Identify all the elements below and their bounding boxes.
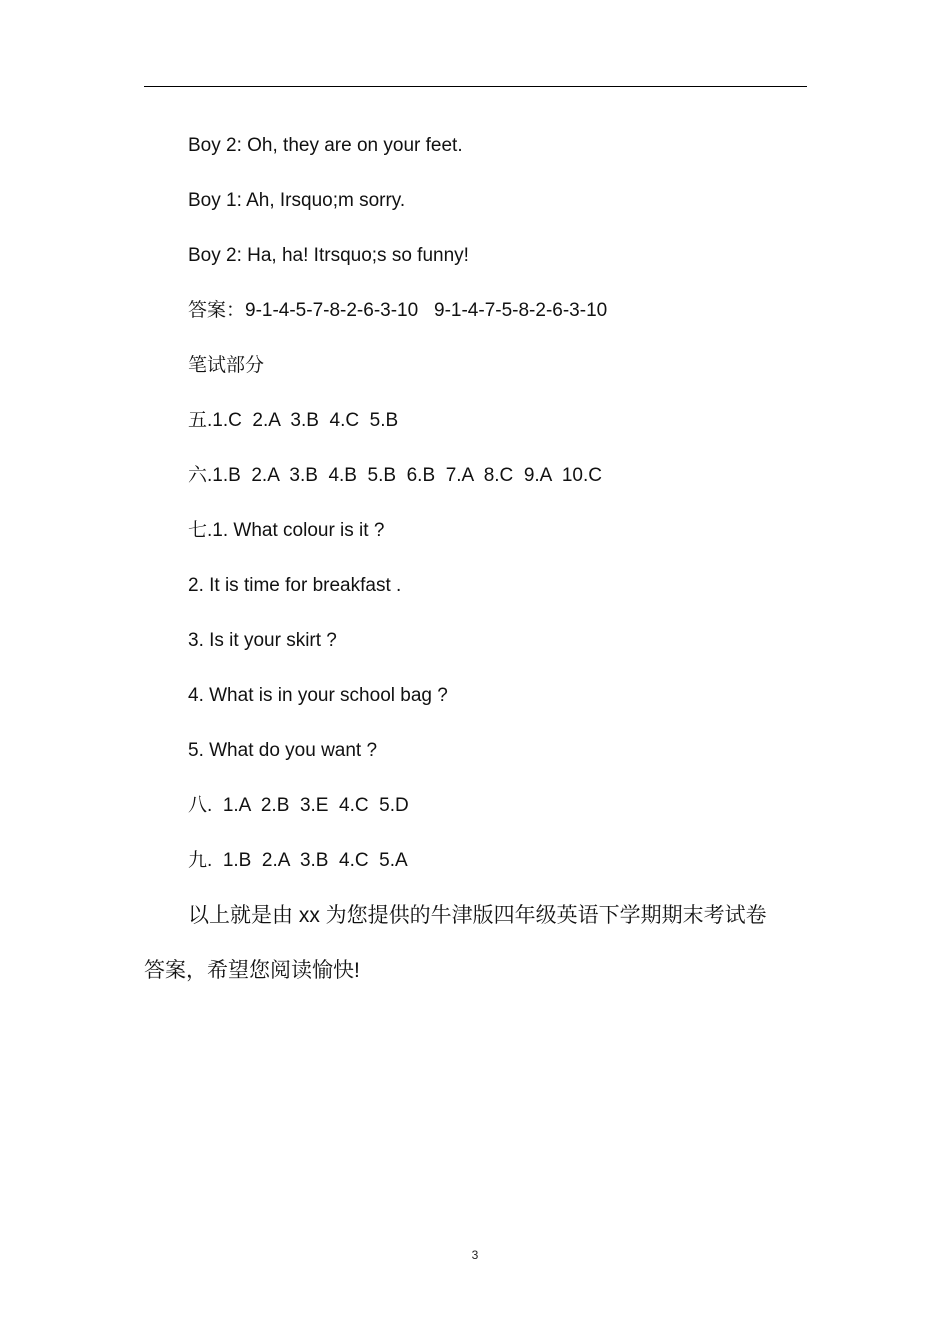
closing-line-2: 答案，希望您阅读愉快!	[144, 959, 360, 982]
answer-line: 2. It is time for breakfast .	[188, 575, 402, 596]
dialogue-line: Boy 2: Ha, ha! Itrsquo;s so funny!	[188, 245, 469, 266]
answer-line: 五.1.C 2.A 3.B 4.C 5.B	[188, 410, 399, 431]
answer-line: 八. 1.A 2.B 3.E 4.C 5.D	[188, 795, 409, 816]
answer-line: 七.1. What colour is it ?	[188, 520, 385, 541]
page-number: 3	[471, 1248, 479, 1262]
answer-line: 5. What do you want ?	[188, 740, 378, 761]
answer-line: 六.1.B 2.A 3.B 4.B 5.B 6.B 7.A 8.C 9.A 10.C	[188, 465, 603, 486]
answer-line: 3. Is it your skirt ?	[188, 630, 337, 651]
closing-line-1: 以上就是由 xx 为您提供的牛津版四年级英语下学期期末考试卷	[188, 904, 767, 927]
dialogue-line: Boy 1: Ah, Irsquo;m sorry.	[188, 190, 406, 211]
document-body	[144, 118, 807, 998]
answer-line: 4. What is in your school bag ?	[188, 685, 448, 706]
closing-paragraph	[144, 888, 807, 998]
header-rule	[144, 86, 807, 87]
answer-line: 九. 1.B 2.A 3.B 4.C 5.A	[188, 850, 408, 871]
section-heading: 笔试部分	[188, 355, 265, 376]
answer-line: 答案：9-1-4-5-7-8-2-6-3-10 9-1-4-7-5-8-2-6-3-10	[188, 300, 608, 321]
dialogue-line: Boy 2: Oh, they are on your feet.	[188, 135, 463, 156]
